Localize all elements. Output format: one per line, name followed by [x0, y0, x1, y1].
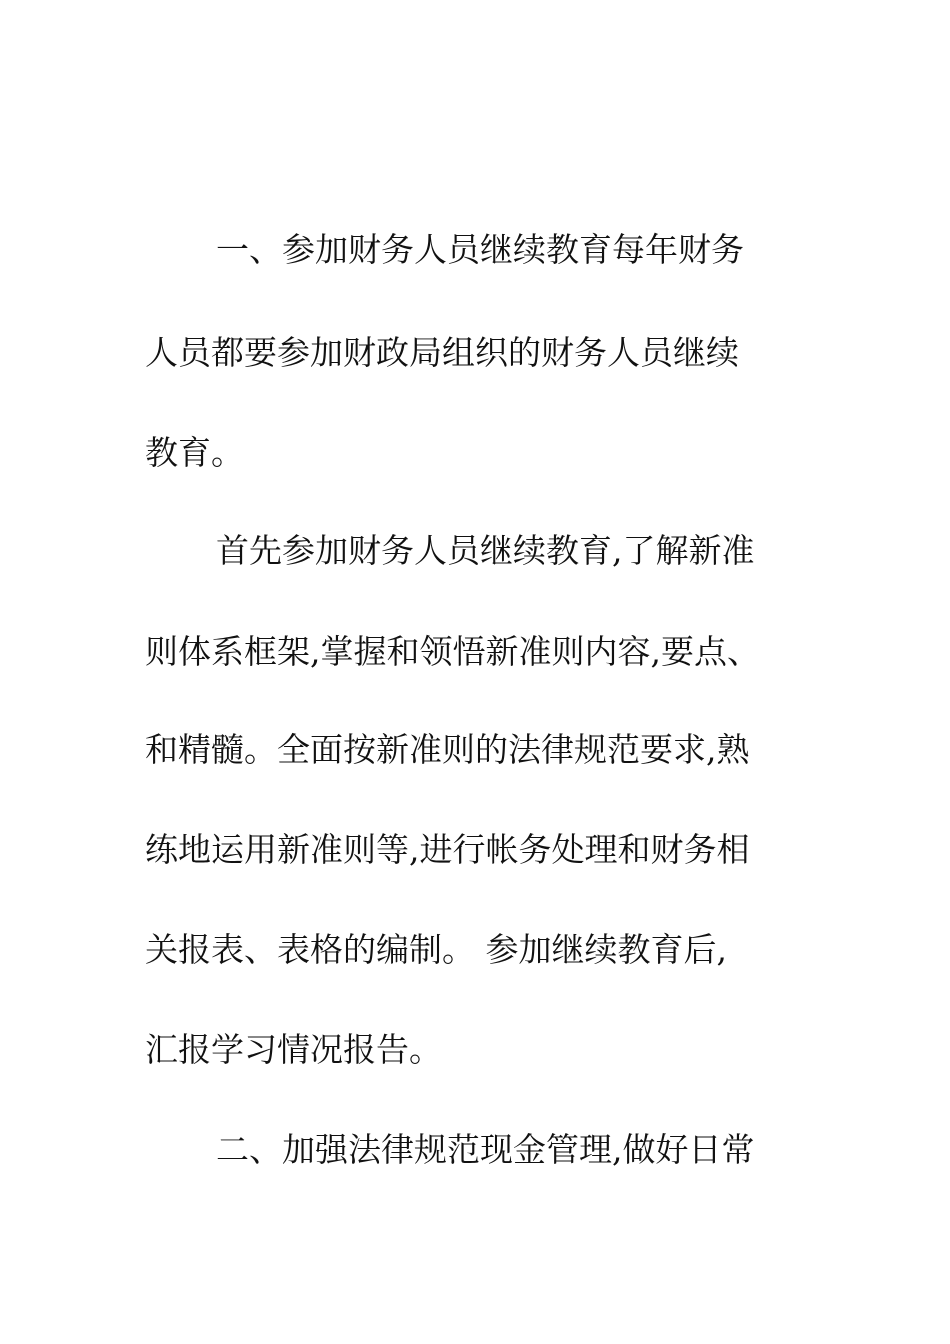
paragraph-2-line-5: 关报表、表格的编制。 参加继续教育后, [145, 930, 727, 969]
paragraph-3-line-1: 二、加强法律规范现金管理,做好日常 [216, 1130, 755, 1169]
paragraph-2-line-2: 则体系框架,掌握和领悟新准则内容,要点、 [145, 632, 760, 671]
paragraph-2-line-4: 练地运用新准则等,进行帐务处理和财务相 [145, 830, 750, 869]
paragraph-2-line-6: 汇报学习情况报告。 [145, 1030, 442, 1069]
paragraph-2-line-1: 首先参加财务人员继续教育,了解新准 [216, 531, 755, 570]
paragraph-1-line-2: 人员都要参加财政局组织的财务人员继续 [145, 333, 739, 372]
paragraph-1-line-3: 教育。 [145, 433, 244, 472]
paragraph-2-line-3: 和精髓。全面按新准则的法律规范要求,熟 [145, 730, 750, 769]
paragraph-1-line-1: 一、参加财务人员继续教育每年财务 [216, 230, 744, 269]
